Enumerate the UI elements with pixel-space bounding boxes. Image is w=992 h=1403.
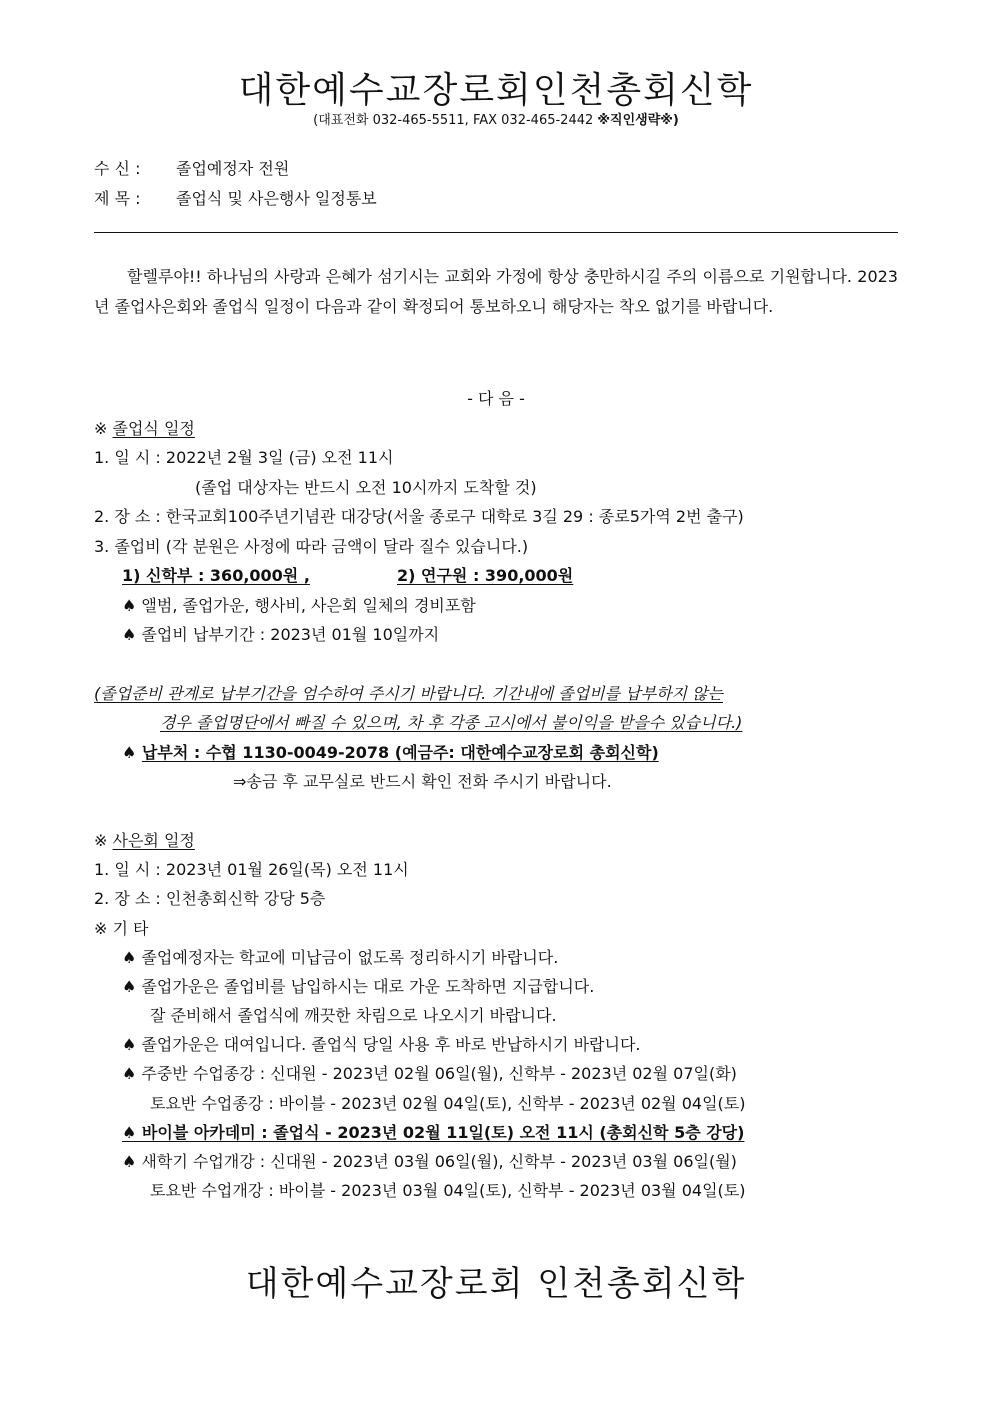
- document-title: 대한예수교장로회인천총회신학: [238, 70, 754, 111]
- thanks-section-heading: [94, 828, 195, 851]
- reference-mark: ※: [94, 831, 108, 850]
- graduation-arrival-note: (졸업 대상자는 반드시 오전 10시까지 도착할 것): [195, 478, 537, 497]
- document-footer: 대한예수교장로회 인천총회신학: [245, 1264, 747, 1304]
- payment-warning-line1: (졸업준비 관계로 납부기간을 엄수하여 주시기 바랍니다. 기간내에 졸업비를 납부하지 않는: [94, 684, 723, 703]
- thanks-place: 2. 장 소 : 인천총회신학 강당 5층: [94, 889, 326, 908]
- fee-theology: [122, 563, 310, 586]
- etc-item-term-start-cont: 토요반 수업개강 : 바이블 - 2023년 03월 04일(토), 신학부 - 2023년 03월 04일(토): [150, 1181, 746, 1200]
- fee-theology-text: 1) 신학부 : 360,000원 ,: [122, 566, 310, 585]
- thanks-date: 1. 일 시 : 2023년 01월 26일(목) 오전 11시: [94, 860, 409, 879]
- subject-row: [94, 186, 377, 209]
- etc-item-unpaid: ♠ 졸업예정자는 학교에 미납금이 없도록 정리하시기 바랍니다.: [122, 948, 559, 967]
- graduation-heading-text: 졸업식 일정: [112, 419, 195, 438]
- fee-includes: ♠ 앨범, 졸업가운, 행사비, 사은회 일체의 경비포함: [122, 596, 476, 615]
- etc-item-term-end-cont: 토요반 수업종강 : 바이블 - 2023년 02월 04일(토), 신학부 - 2023년 02월 04일(토): [150, 1094, 746, 1113]
- seal-omitted-note: ※직인생략※): [597, 113, 679, 128]
- etc-item-gown: ♠ 졸업가운은 졸업비를 납입하시는 대로 가운 도착하면 지급합니다.: [122, 977, 595, 996]
- etc-item-gown-rental: ♠ 졸업가운은 대여입니다. 졸업식 당일 사용 후 바로 반납하시기 바랍니다.: [122, 1035, 641, 1054]
- payment-account-text: 납부처 : 수협 1130-0049-2078 (예금주: 대한예수교장로회 총회신학): [141, 743, 659, 762]
- reference-mark: ※: [94, 419, 108, 438]
- recipient-value: 졸업예정자 전원: [176, 159, 290, 178]
- graduation-date: 1. 일 시 : 2022년 2월 3일 (금) 오전 11시: [94, 448, 394, 467]
- contact-phone-fax: (대표전화 032-465-5511, FAX 032-465-2442: [313, 113, 598, 128]
- etc-item-gown-cont: 잘 준비해서 졸업식에 깨끗한 차림으로 나오시기 바랍니다.: [150, 1006, 557, 1025]
- recipient-row: [94, 156, 289, 179]
- etc-item-term-start: ♠ 새학기 수업개강 : 신대원 - 2023년 03월 06일(월), 신학부 - 2023년 03월 06일(월): [122, 1152, 737, 1171]
- graduation-section-heading: [94, 416, 195, 439]
- header-divider: [94, 232, 898, 233]
- etc-item-term-end: ♠ 주중반 수업종강 : 신대원 - 2023년 02월 06일(월), 신학부 - 2023년 02월 07일(화): [122, 1064, 737, 1083]
- etc-item-bible-academy: ♠ 바이블 아카데미 : 졸업식 - 2023년 02월 11일(토) 오전 11시 (총회신학 5층 강당): [122, 1123, 745, 1142]
- subject-label: 제 목 :: [94, 189, 141, 208]
- payment-account: [122, 740, 659, 763]
- intro-paragraph: 할렐루야!! 하나님의 사랑과 은혜가 섬기시는 교회와 가정에 항상 충만하시길 주의 이름으로 기원합니다. 2023년 졸업사은회와 졸업식 일정이 다음과 같이 확정되어 통보하오니 해당자는 착오 없기를 바랍니다.: [94, 267, 898, 316]
- etc-heading: ※ 기 타: [94, 919, 149, 938]
- fee-research: [397, 563, 573, 586]
- thanks-heading-text: 사은회 일정: [112, 831, 195, 850]
- spade-bullet: ♠: [122, 743, 137, 762]
- contact-info: [0, 109, 992, 128]
- fee-deadline: ♠ 졸업비 납부기간 : 2023년 01월 10일까지: [122, 625, 440, 644]
- recipient-label: 수 신 :: [94, 159, 141, 178]
- graduation-place: 2. 장 소 : 한국교회100주년기념관 대강당(서울 종로구 대학로 3길 29 : 종로5가역 2번 출구): [94, 507, 744, 526]
- graduation-fee: 3. 졸업비 (각 분원은 사정에 따라 금액이 달라 질수 있습니다.): [94, 537, 529, 556]
- payment-confirm-note: ⇒송금 후 교무실로 반드시 확인 전화 주시기 바랍니다.: [233, 772, 612, 791]
- payment-warning-line2: 경우 졸업명단에서 빠질 수 있으며, 차 후 각종 고시에서 불이익을 받을수 있습니다.): [160, 713, 743, 732]
- next-heading: - 다 음 -: [467, 389, 525, 408]
- subject-value: 졸업식 및 사은행사 일정통보: [176, 189, 377, 208]
- fee-research-text: 2) 연구원 : 390,000원: [397, 566, 574, 585]
